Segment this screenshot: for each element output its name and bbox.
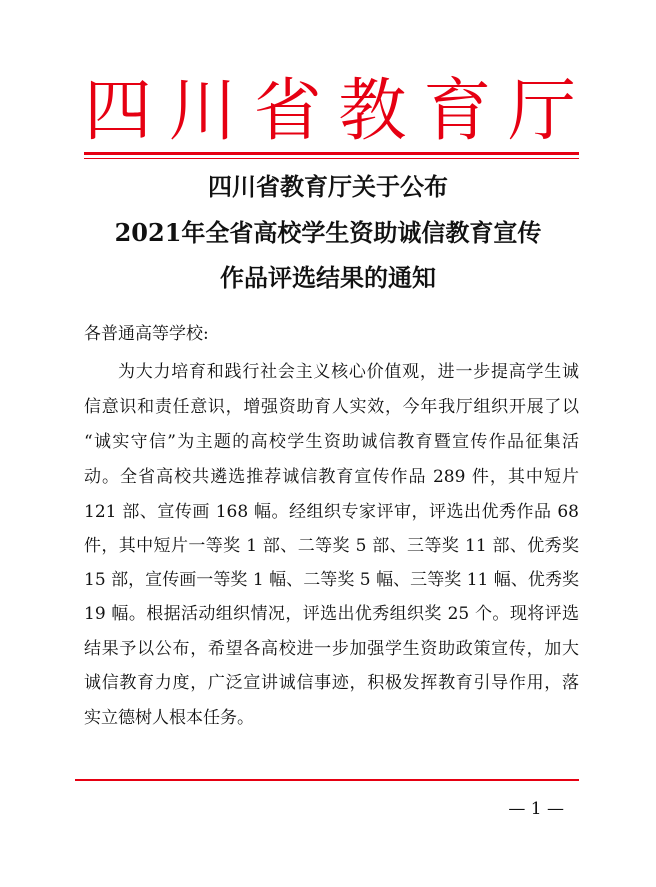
body-line: 诚信教育力度，广泛宣讲诚信事迹，积极发挥教育引导作用，落 [84,673,579,693]
masthead-char: 教 [338,72,407,151]
masthead-title [84,74,576,150]
body-line: 为大力培育和践行社会主义核心价值观，进一步提高学生诚 [118,362,579,382]
masthead-divider-thick [84,152,579,155]
document-title-line-3: 作品评选结果的通知 [220,263,436,292]
footer-divider [75,779,579,781]
body-line: 19 幅。根据活动组织情况，评选出优秀组织奖 25 个。现将评选 [84,604,579,624]
body-line: “诚实守信”为主题的高校学生资助诚信教育暨宣传作品征集活 [84,432,579,452]
masthead-char: 四 [84,72,153,151]
masthead-char: 川 [168,72,237,151]
masthead-char: 省 [253,72,322,151]
document-title-line-1: 四川省教育厅关于公布 [208,172,448,201]
masthead-divider-thin [84,158,579,159]
body-line: 信意识和责任意识，增强资助育人实效，今年我厅组织开展了以 [84,397,579,417]
masthead-char: 厅 [507,72,576,151]
document-title-line-2: 2021年全省高校学生资助诚信教育宣传 [114,218,542,247]
body-line: 动。全省高校共遴选推荐诚信教育宣传作品 289 件，其中短片 [84,467,579,487]
body-line: 15 部，宣传画一等奖 1 幅、二等奖 5 幅、三等奖 11 幅、优秀奖 [84,570,579,590]
body-line: 121 部、宣传画 168 幅。经组织专家评审，评选出优秀作品 68 [84,502,579,522]
body-line: 件，其中短片一等奖 1 部、二等奖 5 部、三等奖 11 部、优秀奖 [84,536,579,556]
body-line: 结果予以公布，希望各高校进一步加强学生资助政策宣传，加大 [84,639,579,659]
body-line: 实立德树人根本任务。 [84,708,254,728]
page-number: — 1 — [508,799,564,819]
salutation: 各普通高等学校: [84,324,209,344]
masthead-char: 育 [423,72,492,151]
